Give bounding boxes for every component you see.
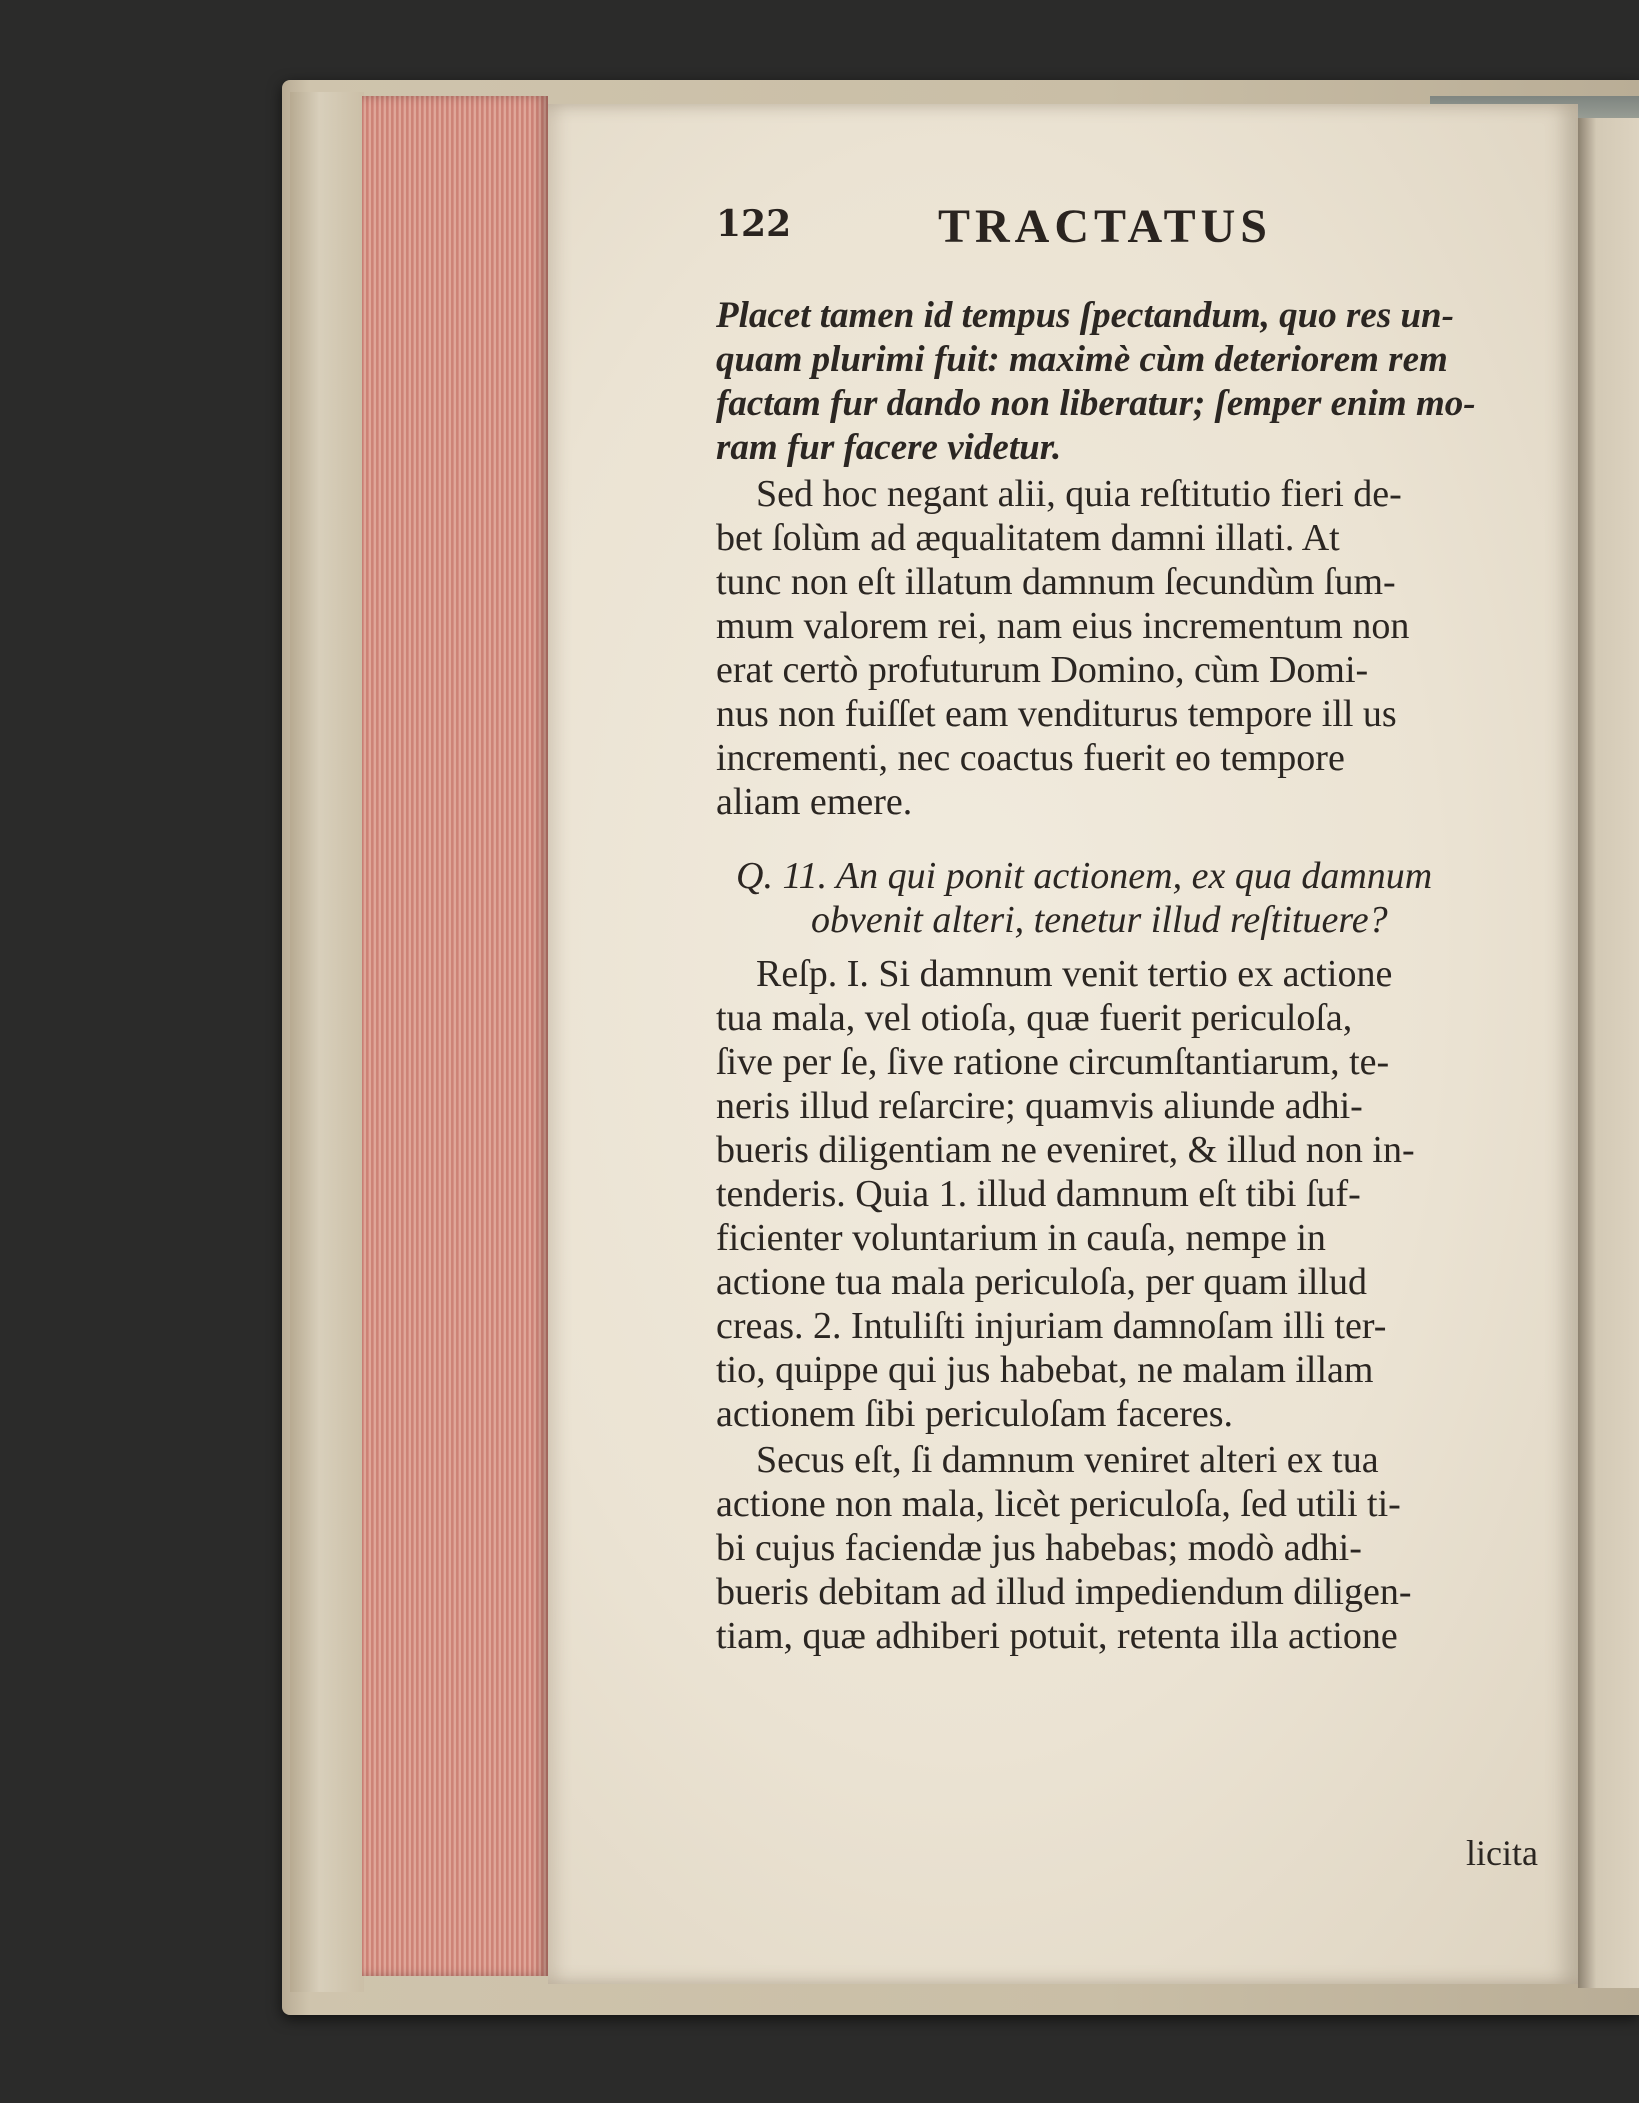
running-head — [716, 199, 1476, 259]
text-line: creas. 2. Intuliſti injuriam damnoſam illi ter- — [716, 1305, 1387, 1347]
text-line: tio, quippe qui jus habebat, ne malam illam — [716, 1349, 1374, 1391]
question-heading: obvenit alteri, tenetur illud reſtituere? — [811, 899, 1388, 941]
facing-page-edge — [1578, 118, 1639, 1988]
text-line: tenderis. Quia 1. illud damnum eſt tibi ſuf- — [716, 1173, 1361, 1215]
text-line: aliam emere. — [716, 781, 913, 823]
question-heading: Q. 11. An qui ponit actionem, ex qua damnum — [736, 855, 1433, 897]
text-line: Reſp. I. Si damnum venit tertio ex actione — [756, 953, 1393, 995]
text-line: actione non mala, licèt periculoſa, ſed utili ti- — [716, 1483, 1401, 1525]
text-line: bueris debitam ad illud impediendum diligen- — [716, 1571, 1412, 1613]
text-line: ram fur facere videtur. — [716, 427, 1062, 468]
text-line: tua mala, vel otioſa, quæ fuerit periculoſa, — [716, 997, 1353, 1039]
text-line: actione tua mala periculoſa, per quam illud — [716, 1261, 1368, 1303]
book-page — [548, 104, 1578, 1984]
text-line: Sed hoc negant alii, quia reſtitutio fieri de- — [756, 473, 1402, 515]
text-line: bueris diligentiam ne eveniret, & illud non in- — [716, 1129, 1415, 1171]
text-line: erat certò profuturum Domino, cùm Domi- — [716, 649, 1369, 691]
page-block-left — [290, 92, 364, 1992]
text-line: nus non fuiſſet eam venditurus tempore ill us — [716, 693, 1397, 735]
text-line: quam plurimi fuit: maximè cùm deteriorem rem — [716, 339, 1448, 380]
text-line: ſive per ſe, ſive ratione circumſtantiarum, te- — [716, 1041, 1390, 1083]
text-line: bi cujus faciendæ jus habebas; modò adhi- — [716, 1527, 1362, 1569]
text-line: tiam, quæ adhiberi potuit, retenta illa actione — [716, 1615, 1398, 1657]
text-line: incrementi, nec coactus fuerit eo tempore — [716, 737, 1345, 779]
text-line: Secus eſt, ſi damnum veniret alteri ex tua — [756, 1439, 1379, 1481]
text-line: mum valorem rei, nam eius incrementum non — [716, 605, 1410, 647]
page-number: 122 — [716, 203, 792, 245]
text-line: tunc non eſt illatum damnum ſecundùm ſum- — [716, 561, 1396, 603]
running-title: TRACTATUS — [938, 200, 1272, 253]
text-line: ficienter voluntarium in cauſa, nempe in — [716, 1217, 1326, 1259]
text-line: factam fur dando non liberatur; ſemper enim mo- — [716, 383, 1476, 424]
text-line: bet ſolùm ad æqualitatem damni illati. At — [716, 517, 1340, 559]
catchword: licita — [1466, 1833, 1538, 1873]
text-line: actionem ſibi periculoſam faceres. — [716, 1393, 1233, 1435]
fore-edge-stack — [362, 96, 548, 1976]
text-line: neris illud reſarcire; quamvis aliunde adhi- — [716, 1085, 1363, 1127]
text-line: Placet tamen id tempus ſpectandum, quo res un- — [716, 295, 1454, 336]
